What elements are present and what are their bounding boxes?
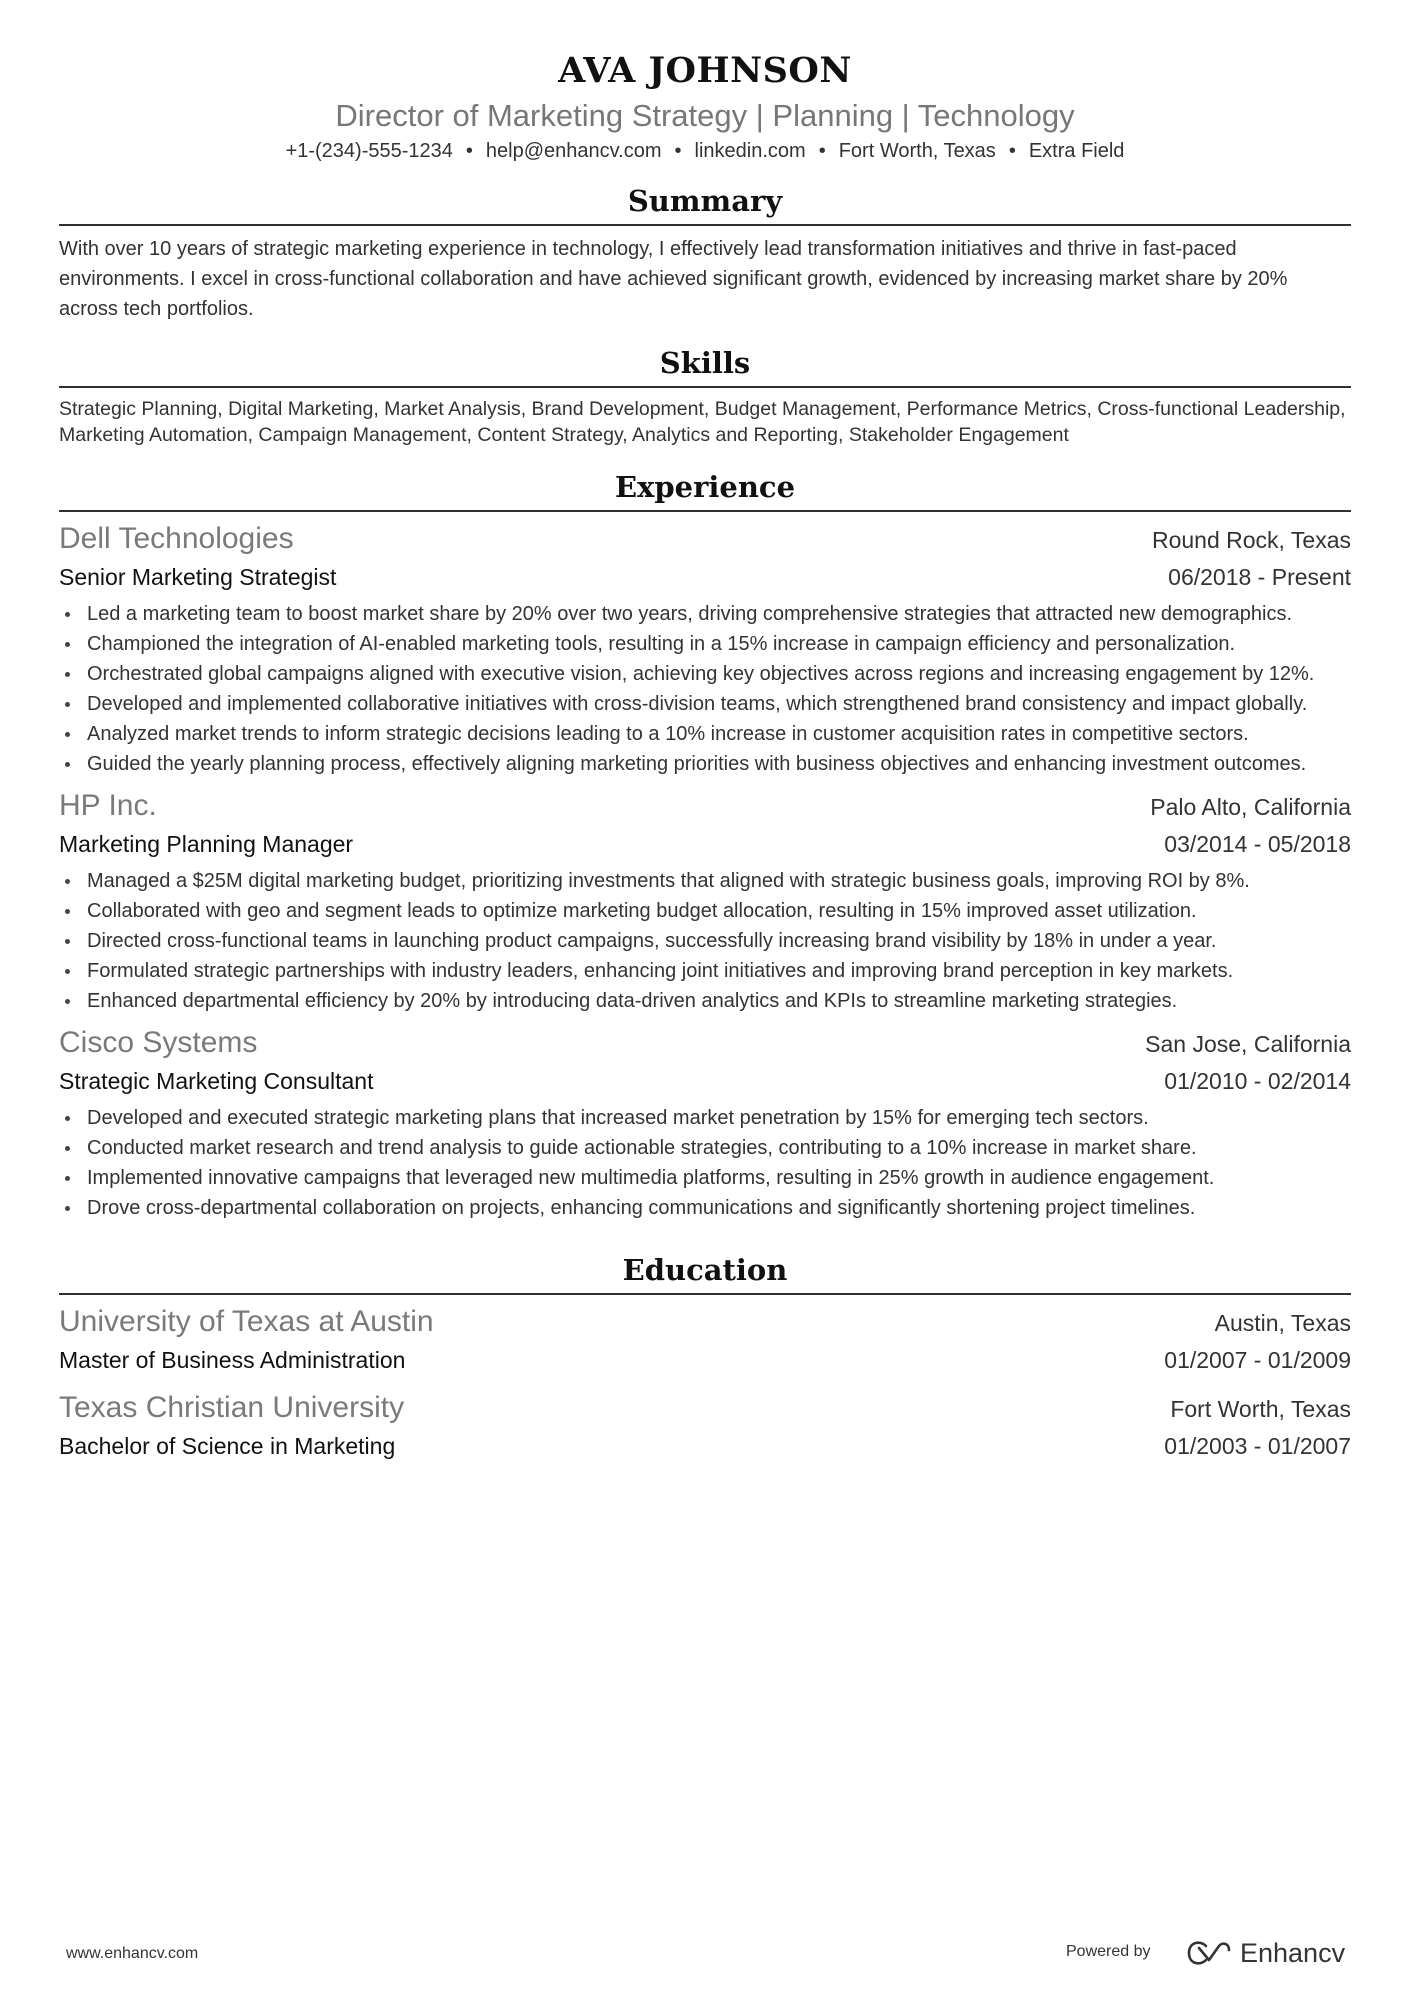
education-entry [59,1303,1351,1379]
education-dates: 01/2003 - 01/2007 [1164,1433,1351,1459]
bullet-dot [65,642,70,647]
list-item: Implemented innovative campaigns that leveraged new multimedia platforms, resulting in 25% growth in audience engagement. [59,1163,1351,1193]
bullet-dot [65,999,70,1004]
list-item: Collaborated with geo and segment leads to optimize marketing budget allocation, resulting in 15% improved asset utilization. [59,896,1351,926]
job-title: Senior Marketing Strategist [59,564,337,590]
separator-dot: • [1008,140,1016,162]
experience-entry [59,1024,1351,1223]
candidate-title: Director of Marketing Strategy | Planning | Technology [335,98,1075,133]
contact-location: Fort Worth, Texas [838,140,996,162]
job-title: Strategic Marketing Consultant [59,1068,374,1094]
company-name: HP Inc. [59,789,157,822]
degree-name: Master of Business Administration [59,1347,406,1373]
section-title-summary: Summary [627,184,783,218]
school-location: Fort Worth, Texas [1170,1396,1351,1422]
bullet-dot [65,969,70,974]
bullet-list [59,1103,1351,1223]
company-name: Cisco Systems [59,1026,258,1059]
list-item: Directed cross-functional teams in launching product campaigns, successfully increasing brand visibility by 18% in under a year. [59,926,1351,956]
experience-entry [59,520,1351,779]
separator-dot: • [818,140,826,162]
list-item: Developed and implemented collaborative initiatives with cross-division teams, which strengthened brand consistency and impact globally. [59,689,1351,719]
contact-linkedin[interactable]: linkedin.com [694,140,806,162]
bullet-dot [65,1116,70,1121]
job-dates: 01/2010 - 02/2014 [1164,1068,1351,1094]
skills-section [59,342,1351,448]
section-divider [59,224,1351,226]
school-location: Austin, Texas [1214,1310,1351,1336]
bullet-dot [65,612,70,617]
experience-section [59,466,1351,1223]
list-item: Led a marketing team to boost market share by 20% over two years, driving comprehensive strategies that attracted new demographics. [59,599,1351,629]
list-item: Orchestrated global campaigns aligned with executive vision, achieving key objectives across regions and increasing engagement by 12%. [59,659,1351,689]
summary-text: With over 10 years of strategic marketing experience in technology, I effectively lead transformation initiatives and thrive in fast-paced environments. I excel in cross-functional collaboration and have achieved significant growth, evidenced by increasing market share by 20% across tech portfolios. [59,238,1288,320]
job-location: Palo Alto, California [1150,794,1351,820]
bullet-dot [65,879,70,884]
education-section [59,1249,1351,1465]
school-name: Texas Christian University [59,1391,405,1424]
education-dates: 01/2007 - 01/2009 [1164,1347,1351,1373]
page-footer [0,1935,1410,1975]
education-entry [59,1389,1351,1465]
list-item: Analyzed market trends to inform strategic decisions leading to a 10% increase in customer acquisition rates in competitive sectors. [59,719,1351,749]
summary-section [59,180,1351,324]
brand-name: Enhancv [1240,1938,1346,1968]
bullet-dot [65,939,70,944]
bullet-dot [65,672,70,677]
list-item: Developed and executed strategic marketing plans that increased market penetration by 15% for emerging tech sectors. [59,1103,1351,1133]
enhancv-logo-icon [1186,1940,1232,1966]
bullet-dot [65,702,70,707]
job-dates: 06/2018 - Present [1168,564,1351,590]
job-location: Round Rock, Texas [1151,527,1351,553]
section-divider [59,1293,1351,1295]
list-item: Enhanced departmental efficiency by 20% by introducing data-driven analytics and KPIs to streamline marketing strategies. [59,986,1351,1016]
bullet-dot [65,732,70,737]
list-item: Guided the yearly planning process, effectively aligning marketing priorities with business objectives and enhancing investment outcomes. [59,749,1351,779]
job-dates: 03/2014 - 05/2018 [1164,831,1351,857]
school-name: University of Texas at Austin [59,1305,434,1338]
contact-phone[interactable]: +1-(234)-555-1234 [285,140,453,162]
powered-by-label: Powered by [1066,1943,1151,1960]
job-location: San Jose, California [1145,1031,1351,1057]
bullet-dot [65,762,70,767]
skills-text: Strategic Planning, Digital Marketing, Market Analysis, Brand Development, Budget Management, Performance Metrics, Cross-functional Leadership, Marketing Automation, Campaign Management, Content Strategy, Analytics and Reporting, Stakeholder Engagement [59,398,1346,446]
contact-extra: Extra Field [1028,140,1125,162]
section-divider [59,510,1351,512]
contact-email[interactable]: help@enhancv.com [485,140,662,162]
bullet-dot [65,1146,70,1151]
contact-line [59,136,1351,166]
list-item: Drove cross-departmental collaboration on projects, enhancing communications and significantly shortening project timelines. [59,1193,1351,1223]
bullet-dot [65,909,70,914]
bullet-dot [65,1176,70,1181]
list-item: Formulated strategic partnerships with industry leaders, enhancing joint initiatives and improving brand perception in key markets. [59,956,1351,986]
list-item: Conducted market research and trend analysis to guide actionable strategies, contributing to a 10% increase in market share. [59,1133,1351,1163]
separator-dot: • [465,140,473,162]
section-title-experience: Experience [614,470,796,504]
section-title-skills: Skills [659,346,751,380]
bullet-list [59,599,1351,779]
list-item: Championed the integration of AI-enabled marketing tools, resulting in a 15% increase in campaign efficiency and personalization. [59,629,1351,659]
list-item: Managed a $25M digital marketing budget, prioritizing investments that aligned with strategic business goals, improving ROI by 8%. [59,866,1351,896]
separator-dot: • [674,140,682,162]
section-divider [59,386,1351,388]
bullet-list [59,866,1351,1016]
brand-logo[interactable] [1186,1935,1345,1971]
candidate-name: AVA JOHNSON [558,50,852,91]
section-title-education: Education [622,1253,788,1287]
job-title: Marketing Planning Manager [59,831,354,857]
footer-url-link[interactable]: www.enhancv.com [66,1945,199,1962]
bullet-dot [65,1206,70,1211]
experience-entry [59,787,1351,1016]
company-name: Dell Technologies [59,522,294,555]
degree-name: Bachelor of Science in Marketing [59,1433,396,1459]
